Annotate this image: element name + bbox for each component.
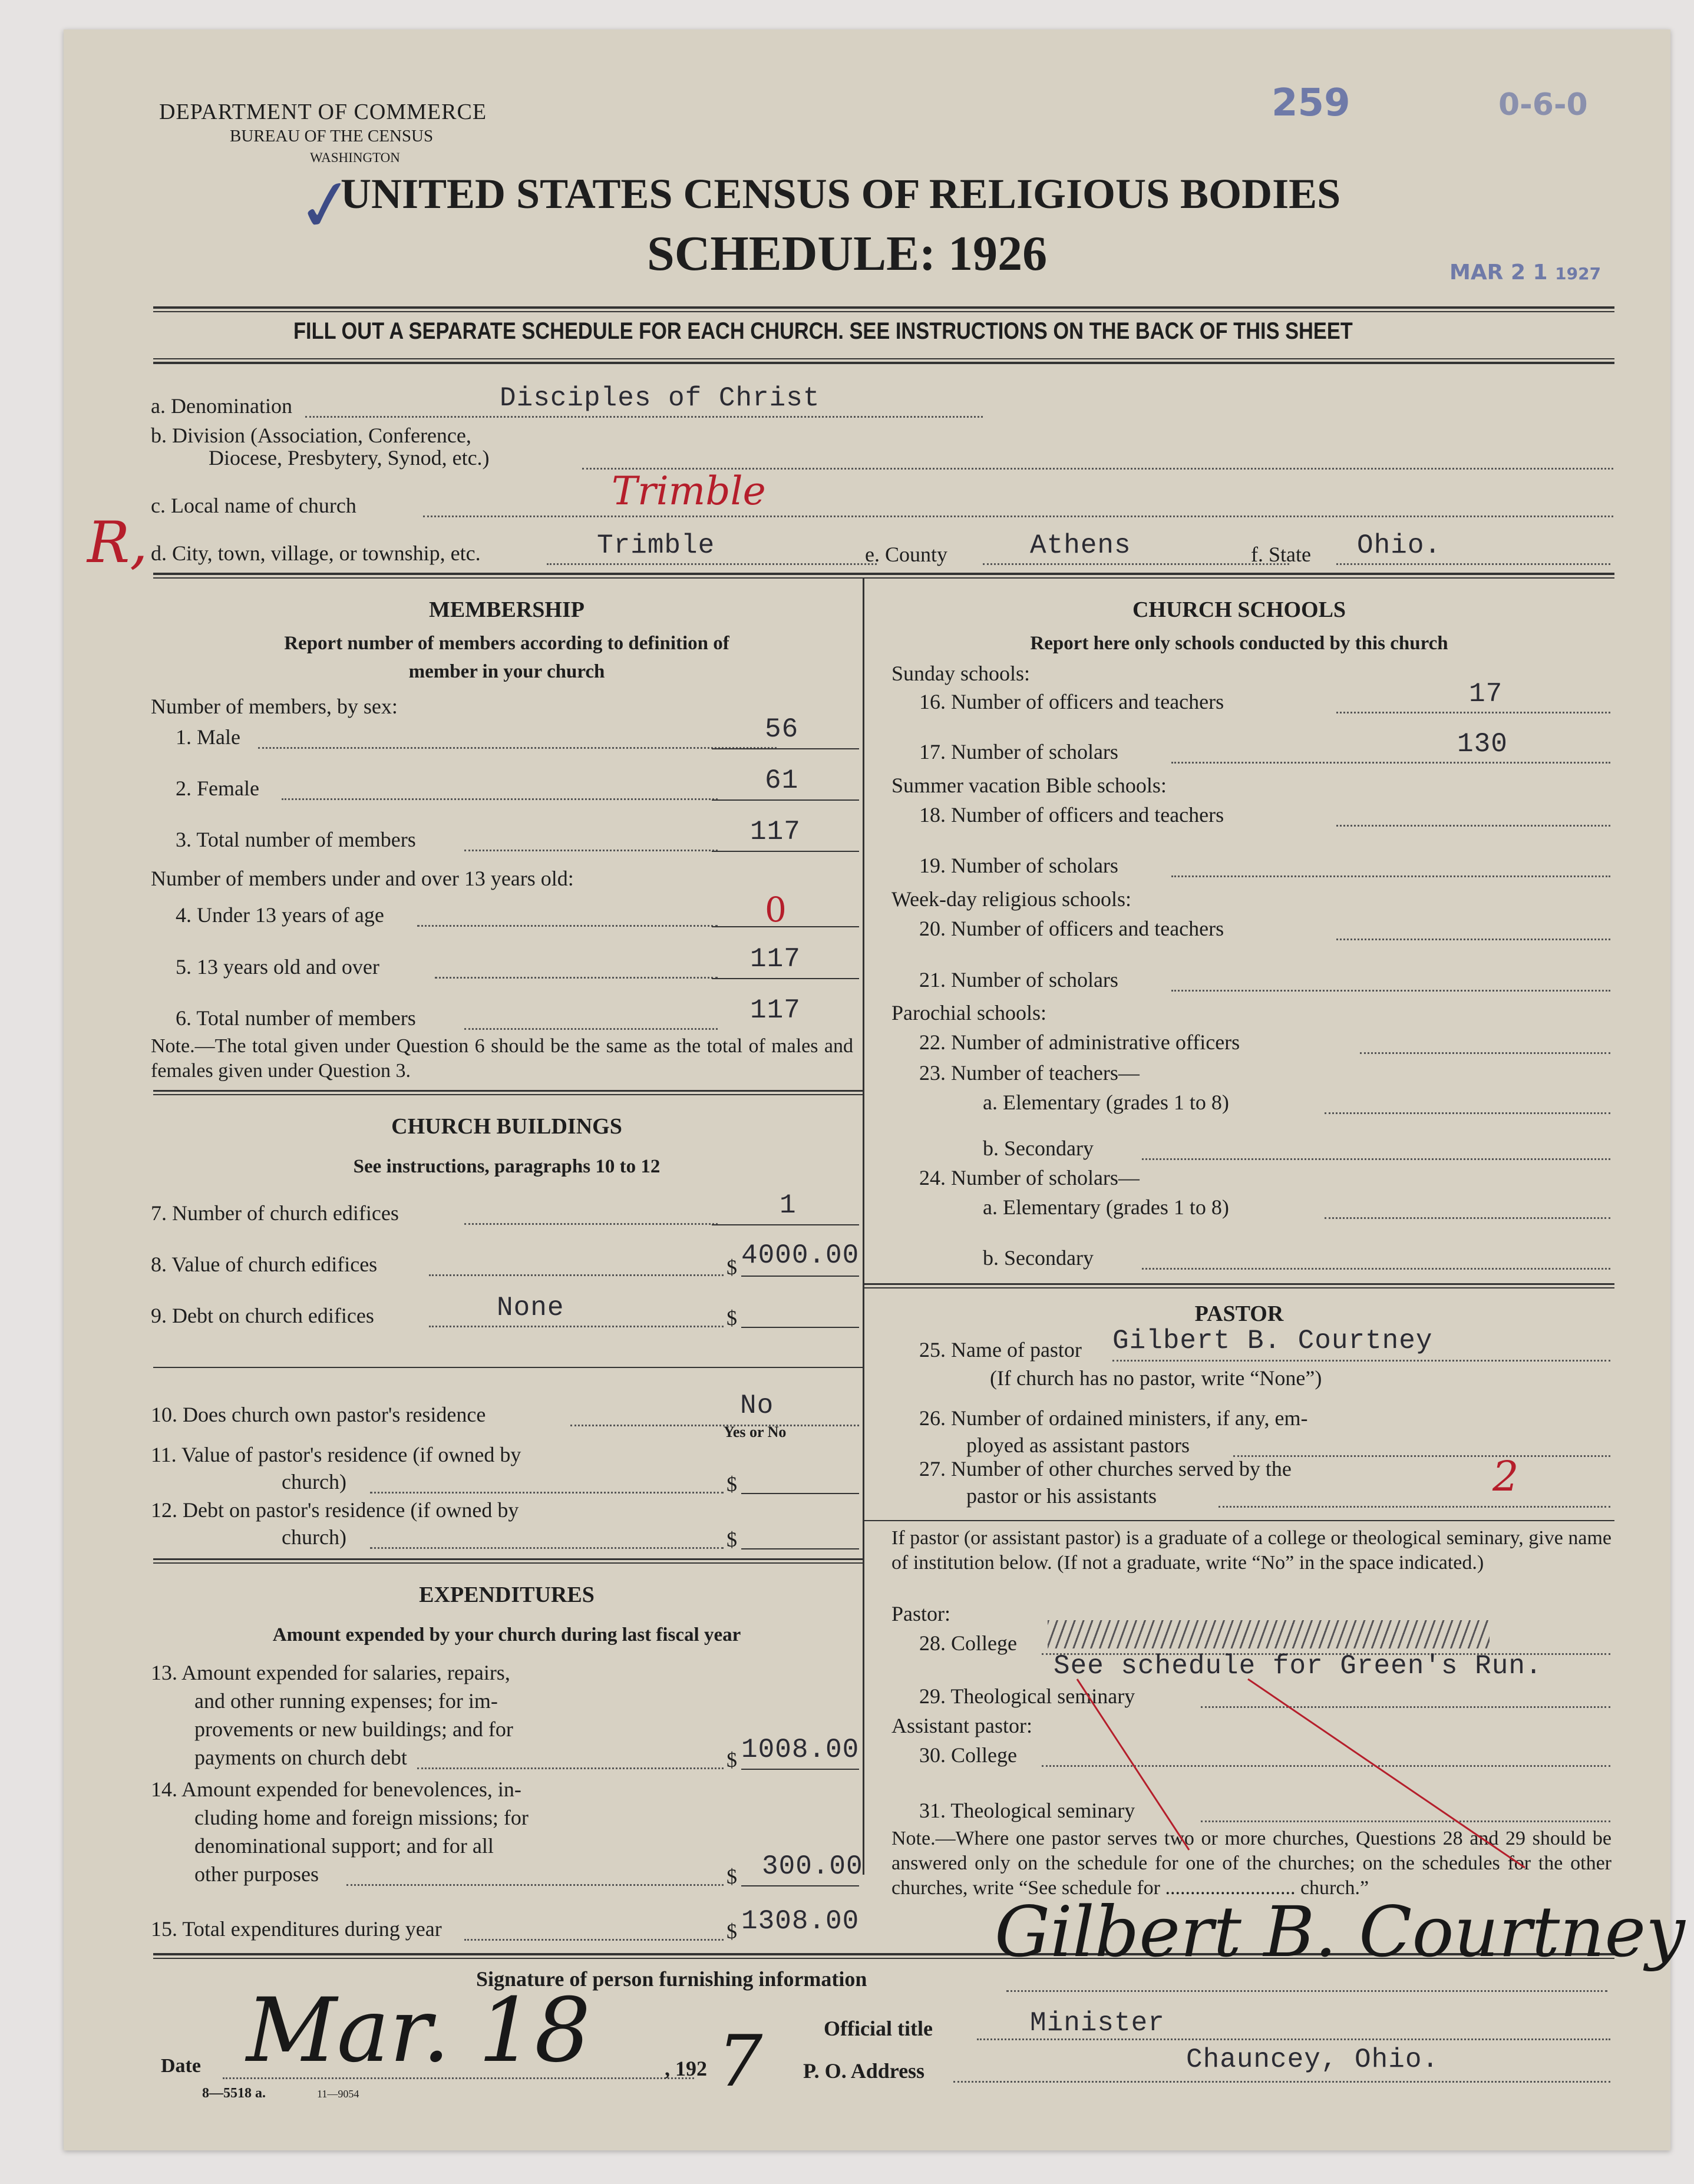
parochial-admin-label: 22. Number of administrative officers — [919, 1030, 1240, 1054]
pastor-education-label: Pastor: — [891, 1602, 951, 1625]
other-churches-label-2: pastor or his assistants — [966, 1484, 1157, 1508]
total-expenditures-label: 15. Total expenditures during year — [151, 1917, 442, 1941]
city-label: d. City, town, village, or township, etc. — [151, 541, 481, 565]
schedule-title: SCHEDULE: 1926 — [647, 226, 1048, 281]
parochial-scholars-label: 24. Number of scholars— — [919, 1166, 1140, 1190]
struck-out-entry — [1048, 1620, 1490, 1648]
instruction-banner: FILL OUT A SEPARATE SCHEDULE FOR EACH CHURCH. SEE INSTRUCTIONS ON THE BACK OF THIS SHEET — [293, 318, 1353, 344]
total-members-label: 3. Total number of members — [176, 828, 416, 851]
edifices-value-label: 8. Value of church edifices — [151, 1253, 378, 1276]
residence-debt-label: 12. Debt on pastor's residence (if owned by — [151, 1498, 519, 1522]
state-value: Ohio. — [1357, 530, 1442, 561]
owns-residence-label: 10. Does church own pastor's residence — [151, 1403, 486, 1426]
other-churches-value: 2 — [1492, 1452, 1519, 1501]
buildings-heading: CHURCH BUILDINGS — [391, 1114, 622, 1139]
pastor-heading: PASTOR — [1194, 1301, 1284, 1326]
red-pencil-strokes — [1054, 1673, 1584, 1879]
local-name-value: Trimble — [612, 468, 766, 514]
over-13-value: 117 — [750, 944, 801, 974]
parochial-schools-label: Parochial schools: — [891, 1001, 1046, 1025]
total-expenditures-dollar: $ — [727, 1919, 737, 1943]
sunday-officers-label: 16. Number of officers and teachers — [919, 690, 1224, 713]
sunday-scholars-label: 17. Number of scholars — [919, 740, 1118, 764]
weekday-schools-label: Week-day religious schools: — [891, 887, 1132, 911]
form-title: UNITED STATES CENSUS OF RELIGIOUS BODIES — [341, 170, 1341, 217]
residence-value-label: 11. Value of pastor's residence (if owned by — [151, 1443, 521, 1466]
bureau-label: BUREAU OF THE CENSUS — [230, 127, 434, 146]
margin-mark: R, — [87, 510, 148, 576]
denomination-value: Disciples of Christ — [500, 383, 820, 414]
division-label-2: Diocese, Presbytery, Synod, etc.) — [209, 446, 490, 470]
location-label: WASHINGTON — [310, 150, 400, 165]
date-year-digit: 7 — [718, 2021, 763, 2103]
edifices-debt-dollar: $ — [727, 1306, 737, 1330]
received-date-stamp: MAR 2 1 1927 — [1449, 260, 1601, 285]
membership-subtitle-1: Report number of members according to definition of — [284, 633, 729, 654]
official-title-value: Minister — [1030, 2008, 1165, 2038]
residence-debt-dollar: $ — [727, 1528, 737, 1551]
residence-value-dollar: $ — [727, 1472, 737, 1496]
number-stamp: 259 — [1272, 81, 1350, 125]
check-mark: ✓ — [291, 163, 361, 249]
date-label: Date — [161, 2055, 201, 2077]
county-value: Athens — [1030, 530, 1131, 561]
official-title-label: Official title — [824, 2017, 933, 2040]
owns-residence-value: No — [740, 1390, 774, 1421]
form-code: 8—5518 a. — [202, 2086, 266, 2101]
summer-officers-label: 18. Number of officers and teachers — [919, 803, 1224, 827]
running-expenses-dollar: $ — [727, 1748, 737, 1772]
under-13-value: 0 — [765, 890, 787, 930]
running-expenses-value: 1008.00 — [741, 1734, 860, 1765]
state-label: f. State — [1251, 543, 1311, 566]
church-schools-heading: CHURCH SCHOOLS — [1132, 597, 1346, 622]
members-by-age-label: Number of members under and over 13 years old: — [151, 867, 574, 890]
assistant-education-label: Assistant pastor: — [891, 1714, 1032, 1737]
pastor-name-label: 25. Name of pastor — [919, 1338, 1082, 1362]
running-expenses-label-4: payments on church debt — [194, 1746, 407, 1769]
total-expenditures-value: 1308.00 — [741, 1906, 860, 1937]
edifices-debt-label: 9. Debt on church edifices — [151, 1304, 374, 1327]
benevolences-value: 300.00 — [762, 1851, 863, 1882]
running-expenses-label-3: provements or new buildings; and for — [194, 1717, 513, 1741]
weekday-officers-label: 20. Number of officers and teachers — [919, 917, 1224, 940]
po-address-value: Chauncey, Ohio. — [1186, 2044, 1439, 2075]
summer-schools-label: Summer vacation Bible schools: — [891, 774, 1167, 797]
assistant-ministers-label-1: 26. Number of ordained ministers, if any, em- — [919, 1406, 1308, 1430]
benevolences-label-1: 14. Amount expended for benevolences, in- — [151, 1777, 521, 1801]
buildings-subtitle: See instructions, paragraphs 10 to 12 — [353, 1156, 661, 1177]
date-value: Mar. 18 — [246, 1980, 591, 2082]
teachers-elementary-label: a. Elementary (grades 1 to 8) — [983, 1091, 1229, 1114]
under-13-label: 4. Under 13 years of age — [176, 903, 384, 927]
owns-residence-hint: Yes or No — [724, 1423, 787, 1440]
female-value: 61 — [765, 765, 799, 796]
code-stamp: 0-6-0 — [1498, 87, 1588, 123]
total-members-2-label: 6. Total number of members — [176, 1006, 416, 1030]
local-name-label: c. Local name of church — [151, 494, 356, 517]
assistant-ministers-label-2: ployed as assistant pastors — [966, 1433, 1190, 1457]
graduate-note: If pastor (or assistant pastor) is a graduate of a college or theological seminary, give name of institution below. (If not a graduate, write “No” in the space indicated.) — [891, 1527, 1612, 1574]
pastor-name-hint: (If church has no pastor, write “None”) — [990, 1366, 1322, 1390]
parochial-teachers-label: 23. Number of teachers— — [919, 1061, 1140, 1085]
weekday-scholars-label: 21. Number of scholars — [919, 968, 1118, 992]
residence-debt-label-2: church) — [282, 1525, 346, 1549]
total-members-2-value: 117 — [750, 995, 801, 1026]
membership-heading: MEMBERSHIP — [429, 597, 585, 622]
members-by-sex-label: Number of members, by sex: — [151, 695, 398, 718]
form-code-2: 11—9054 — [317, 2088, 359, 2100]
over-13-label: 5. 13 years old and over — [176, 955, 379, 979]
edifices-value-value: 4000.00 — [741, 1240, 860, 1271]
division-label: b. Division (Association, Conference, — [151, 424, 471, 447]
benevolences-dollar: $ — [727, 1865, 737, 1888]
scholars-elementary-label: a. Elementary (grades 1 to 8) — [983, 1195, 1229, 1219]
summer-scholars-label: 19. Number of scholars — [919, 854, 1118, 877]
sunday-officers-value: 17 — [1469, 679, 1503, 709]
assistant-seminary-label: 31. Theological seminary — [919, 1799, 1135, 1822]
pastor-name-value: Gilbert B. Courtney — [1112, 1326, 1433, 1356]
county-label: e. County — [865, 543, 947, 566]
pastor-note: Note.—Where one pastor serves two or more churches, Questions 28 and 29 should be answered only on the schedule for one of the churches; on the schedules for the other churches, write “See schedule for .......................... church.” — [891, 1828, 1612, 1899]
edifices-debt-value: None — [497, 1293, 564, 1323]
benevolences-label-2: cluding home and foreign missions; for — [194, 1806, 529, 1829]
residence-value-label-2: church) — [282, 1470, 346, 1494]
male-value: 56 — [765, 714, 799, 745]
denomination-label: a. Denomination — [151, 394, 292, 418]
scholars-secondary-label: b. Secondary — [983, 1246, 1094, 1270]
membership-subtitle-2: member in your church — [408, 661, 605, 682]
edifices-count-label: 7. Number of church edifices — [151, 1201, 399, 1225]
male-label: 1. Male — [176, 725, 240, 749]
census-schedule-sheet — [64, 29, 1685, 2150]
edifices-count-value: 1 — [780, 1190, 797, 1221]
benevolences-label-4: other purposes — [194, 1862, 319, 1886]
department-label: DEPARTMENT OF COMMERCE — [159, 100, 487, 124]
signature-label: Signature of person furnishing information — [476, 1967, 867, 1991]
date-year-prefix: , 192 — [665, 2057, 707, 2080]
city-value: Trimble — [597, 530, 715, 561]
other-churches-label-1: 27. Number of other churches served by the — [919, 1457, 1292, 1481]
assistant-college-label: 30. College — [919, 1743, 1017, 1767]
expenditures-subtitle: Amount expended by your church during last fiscal year — [272, 1624, 741, 1646]
church-schools-subtitle: Report here only schools conducted by this church — [1030, 633, 1448, 654]
total-members-value: 117 — [750, 817, 801, 847]
signature: Gilbert B. Courtney — [995, 1891, 1685, 1972]
benevolences-label-3: denominational support; and for all — [194, 1834, 494, 1858]
sunday-schools-label: Sunday schools: — [891, 662, 1031, 685]
college-value: See schedule for Green's Run. — [1054, 1651, 1543, 1681]
running-expenses-label-2: and other running expenses; for im- — [194, 1689, 498, 1713]
female-label: 2. Female — [176, 777, 259, 800]
edifices-value-dollar: $ — [727, 1255, 737, 1279]
membership-note: Note.—The total given under Question 6 should be the same as the total of males and females given under Question 3. — [151, 1035, 853, 1082]
sunday-scholars-value: 130 — [1457, 729, 1508, 759]
running-expenses-label-1: 13. Amount expended for salaries, repairs, — [151, 1661, 510, 1684]
seminary-label: 29. Theological seminary — [919, 1684, 1135, 1708]
expenditures-heading: EXPENDITURES — [419, 1582, 595, 1607]
college-label: 28. College — [919, 1631, 1017, 1655]
teachers-secondary-label: b. Secondary — [983, 1136, 1094, 1160]
po-address-label: P. O. Address — [803, 2059, 925, 2083]
